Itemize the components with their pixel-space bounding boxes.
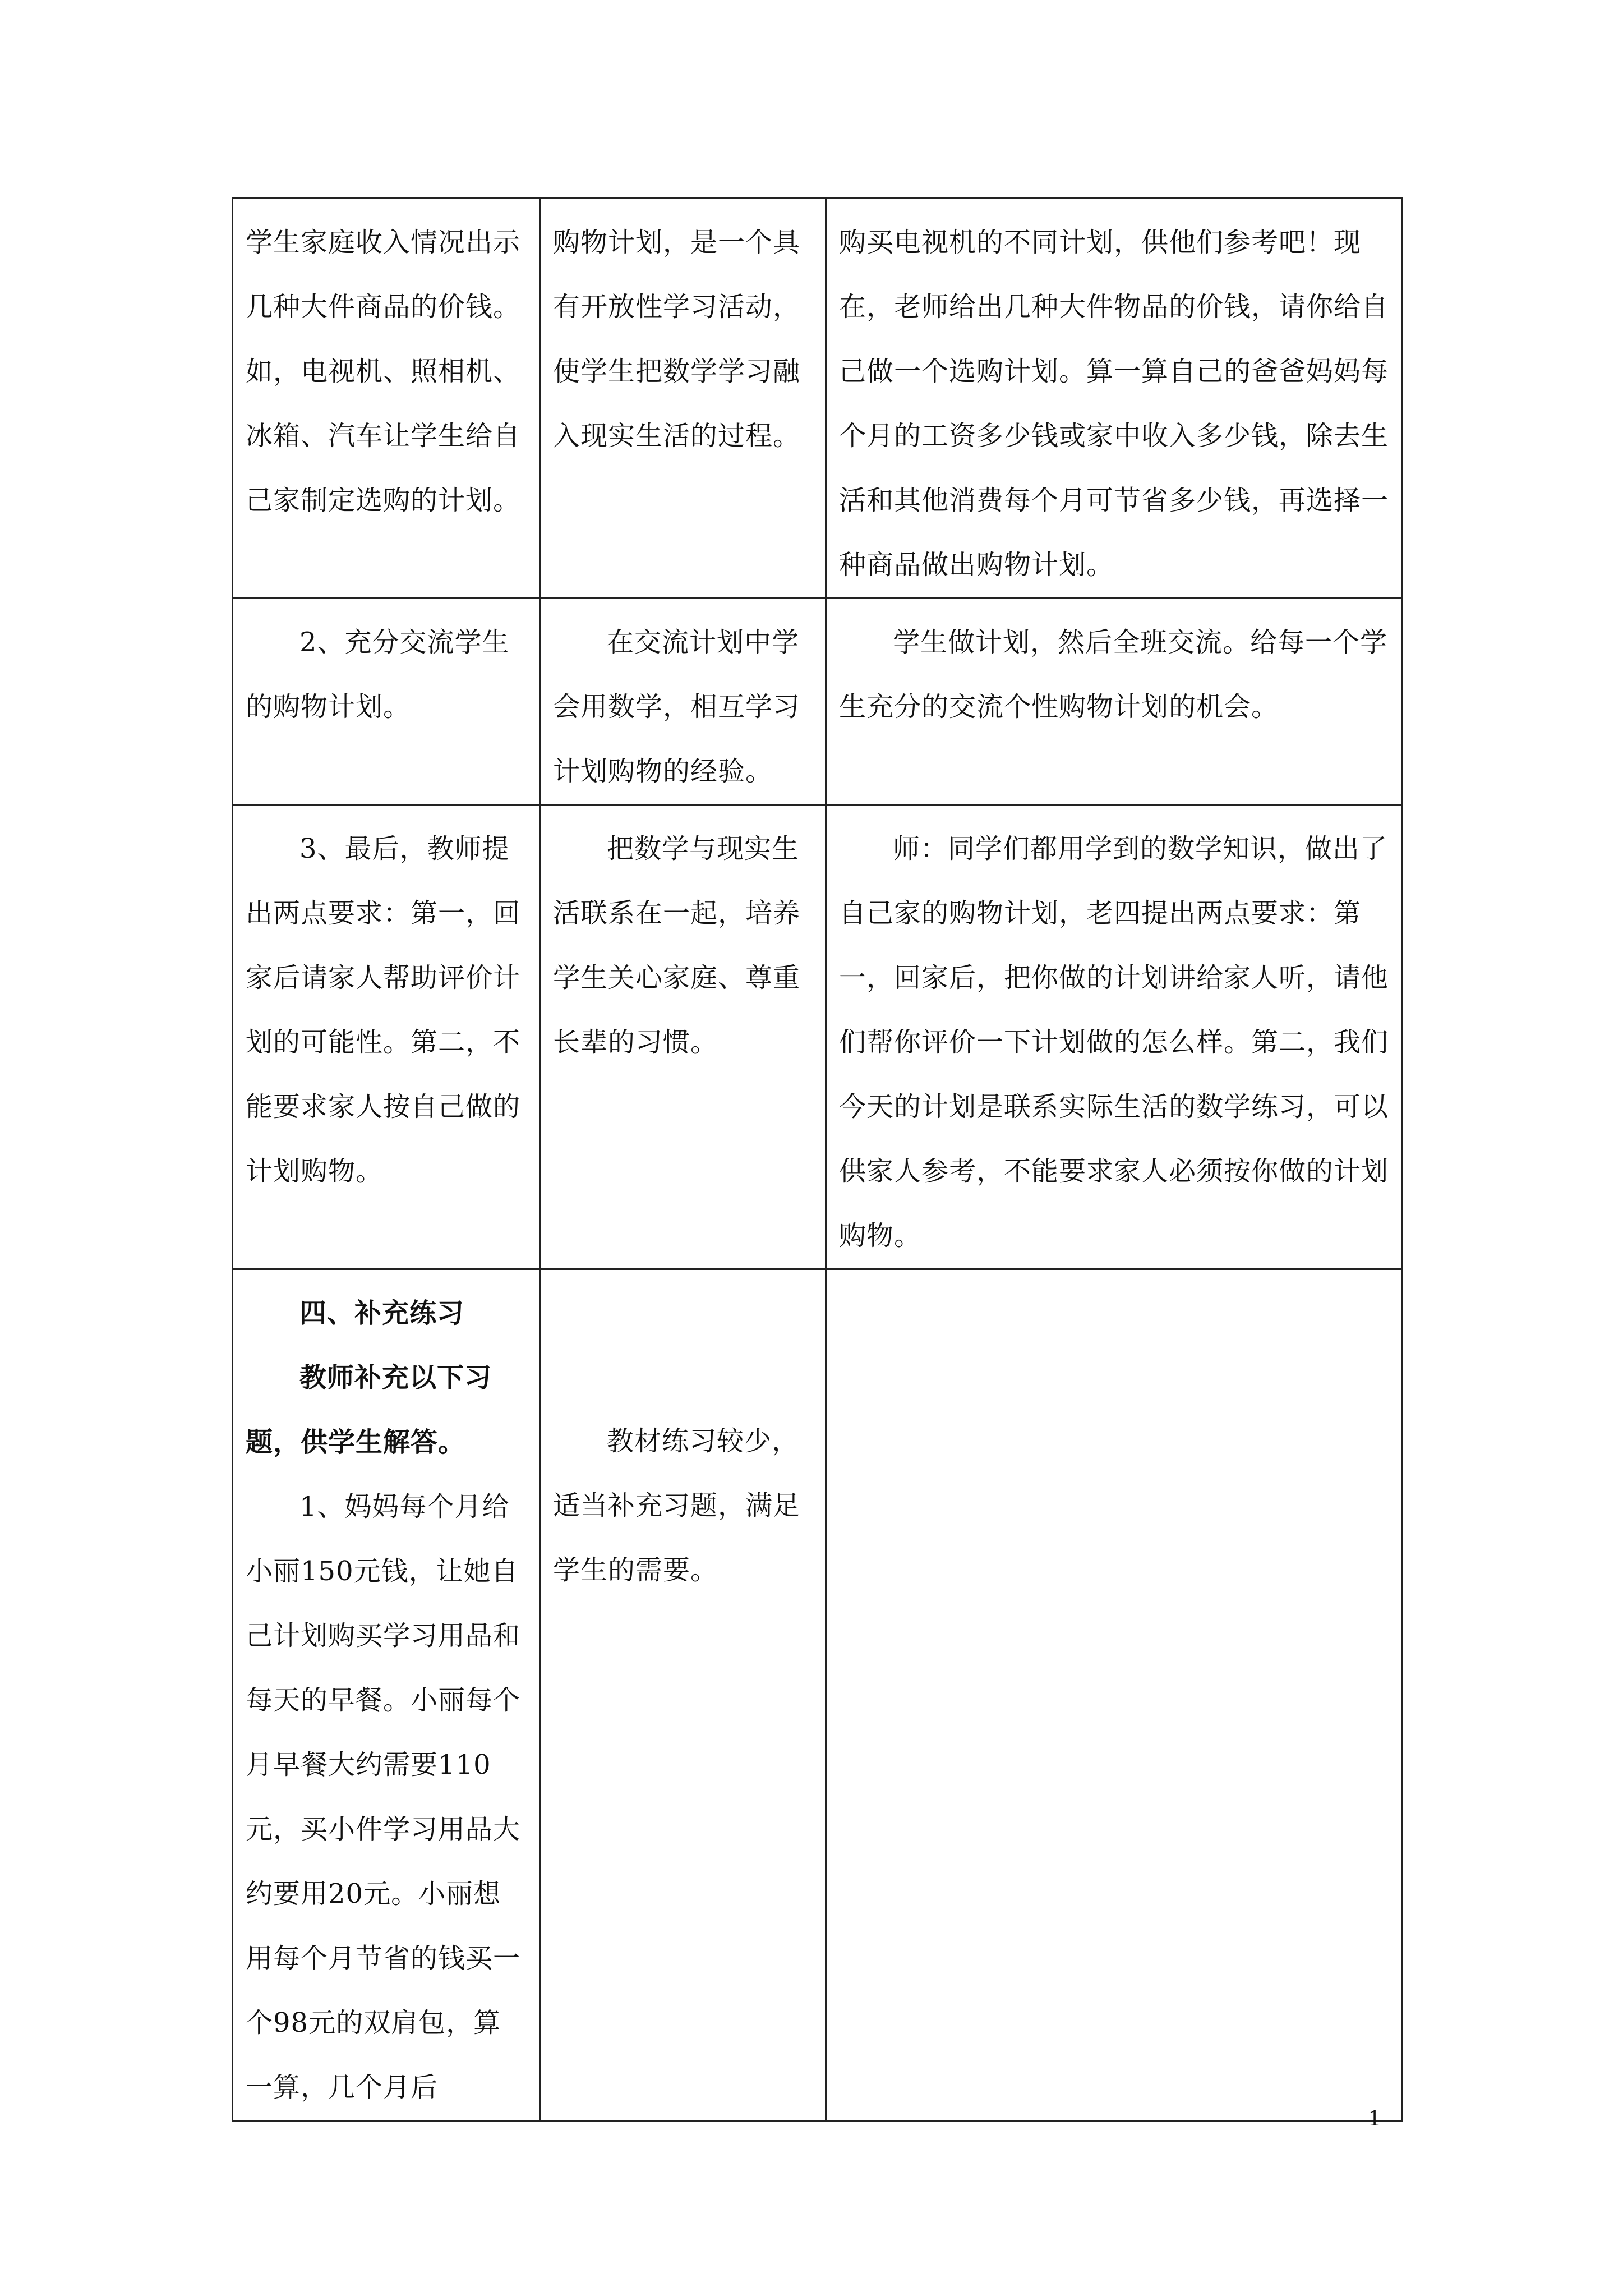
table-row: [233, 199, 1403, 599]
cell-text: 购买电视机的不同计划，供他们参考吧！现在，老师给出几种大件物品的价钱，请你给自己做一个选购计划。算一算自己的爸爸妈妈每个月的工资多少钱或家中收入多少钱，除去生活和其他消费每个月可节省多少钱，再选择一种商品做出购物计划。: [839, 227, 1389, 581]
lesson-plan-table: [232, 197, 1403, 2122]
cell-text: 教师补充以下习题，供学生解答。: [246, 1362, 492, 1458]
table-cell: [826, 199, 1403, 599]
table-cell: [540, 805, 826, 1269]
table-cell: [826, 1269, 1403, 2121]
cell-text: 师：同学们都用学到的数学知识，做出了自己家的购物计划，老四提出两点要求：第一，回家后，把你做的计划讲给家人听，请他们帮你评价一下计划做的怎么样。第二，我们今天的计划是联系实际生活的数学练习，可以供家人参考，不能要求家人必须按你做的计划购物。: [839, 833, 1389, 1251]
table-cell: [233, 805, 540, 1269]
section-heading: 四、补充练习: [299, 1297, 465, 1329]
cell-text: 学生做计划，然后全班交流。给每一个学生充分的交流个性购物计划的机会。: [839, 627, 1388, 723]
table-cell: [233, 1269, 540, 2121]
cell-text: 把数学与现实生活联系在一起，培养学生关心家庭、尊重长辈的习惯。: [553, 833, 801, 1058]
table-row: [233, 805, 1403, 1269]
table-cell: [540, 1269, 826, 2121]
table-cell: [540, 599, 826, 805]
cell-text: 在交流计划中学会用数学，相互学习计划购物的经验。: [553, 627, 801, 787]
cell-text: 3、最后，教师提出两点要求：第一，回家后请家人帮助评价计划的可能性。第二，不能要求家人按自己做的计划购物。: [246, 833, 521, 1187]
cell-text: 2、充分交流学生的购物计划。: [246, 627, 510, 723]
table-row: [233, 1269, 1403, 2121]
table-cell: [826, 599, 1403, 805]
table-cell: [826, 805, 1403, 1269]
page-number: 1: [1368, 2105, 1380, 2131]
cell-text: 1、妈妈每个月给小丽150元钱，让她自己计划购买学习用品和每天的早餐。小丽每个月早餐大约需要110元，买小件学习用品大约要用20元。小丽想用每个月节省的钱买一个98元的双肩包，算一算，几个月后: [246, 1491, 521, 2103]
table-cell: [233, 199, 540, 599]
cell-text: 购物计划，是一个具有开放性学习活动，使学生把数学学习融入现实生活的过程。: [553, 227, 801, 452]
table-row: [233, 599, 1403, 805]
cell-text: 教材练习较少，适当补充习题，满足学生的需要。: [553, 1425, 801, 1586]
table-cell: [540, 199, 826, 599]
cell-text: 学生家庭收入情况出示几种大件商品的价钱。如，电视机、照相机、冰箱、汽车让学生给自己家制定选购的计划。: [246, 227, 521, 516]
table-cell: [233, 599, 540, 805]
